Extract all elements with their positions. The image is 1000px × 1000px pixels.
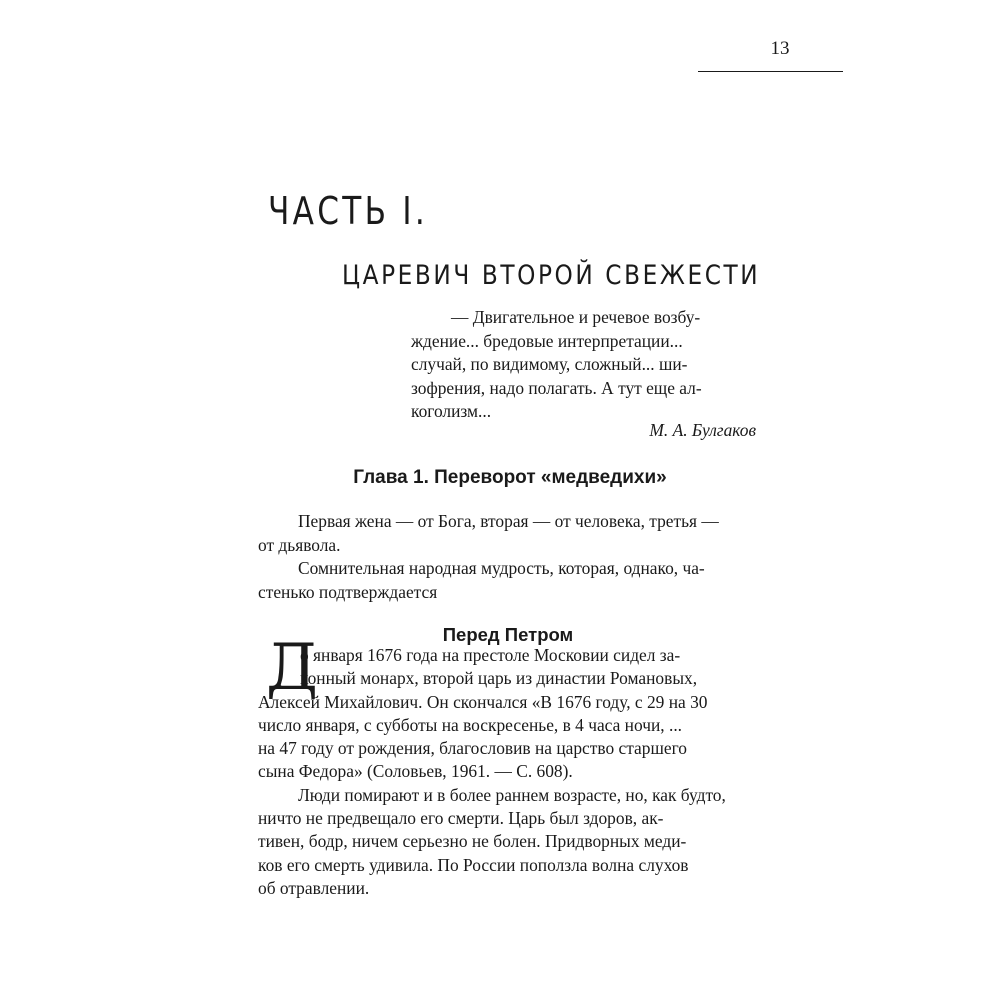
intro-line: от дьявола. [258, 534, 341, 555]
body-line: сына Федора» (Соловьев, 1961. — С. 608). [258, 761, 573, 782]
chapter-intro [258, 510, 758, 604]
body-line: ков его смерть удивила. По России поползла волна слухов [258, 854, 689, 875]
section-heading: Перед Петром [442, 624, 574, 645]
body-line: ничто не предвещало его смерти. Царь был здоров, ак- [258, 808, 664, 829]
epigraph-line: коголизм... [411, 401, 492, 421]
drop-cap: Д [266, 631, 319, 705]
chapter-heading: Глава 1. Переворот «медведихи» [353, 467, 667, 488]
header-rule [698, 71, 843, 72]
epigraph-line: — Двигательное и речевое возбу- [451, 307, 701, 327]
body-line: Алексей Михайлович. Он скончался «В 1676 году, с 29 на 30 [258, 691, 708, 712]
intro-line: стенько подтверждается [258, 581, 438, 602]
epigraph-line: зофрения, надо полагать. А тут еще ал- [411, 377, 702, 398]
epigraph-line: случай, по видимому, сложный... ши- [411, 354, 688, 374]
body-line: тивен, бодр, ничем серьезно не болен. Придворных меди- [258, 831, 687, 852]
part-subtitle: ЦАРЕВИЧ ВТОРОЙ СВЕЖЕСТИ [342, 260, 761, 291]
epigraph-line: ждение... бредовые интерпретации... [411, 330, 683, 351]
intro-line: Первая жена — от Бога, вторая — от человека, третья — [298, 511, 719, 531]
body-line: Люди помирают и в более раннем возрасте, но, как будто, [298, 784, 726, 805]
body-line: число января, с субботы на воскресенье, в 4 часа ночи, ... [258, 714, 683, 735]
body-text [258, 644, 758, 900]
epigraph [411, 306, 756, 424]
body-line: о января 1676 года на престоле Московии сидел за- [300, 645, 681, 665]
body-line: об отравлении. [258, 877, 370, 898]
page-number: 13 [770, 38, 790, 59]
epigraph-author: М. А. Булгаков [649, 420, 756, 440]
body-line: конный монарх, второй царь из династии Романовых, [300, 668, 698, 689]
part-title: ЧАСТЬ I. [268, 189, 429, 233]
intro-line: Сомнительная народная мудрость, которая, однако, ча- [298, 558, 705, 578]
body-line: на 47 году от рождения, благословив на царство старшего [258, 738, 687, 759]
